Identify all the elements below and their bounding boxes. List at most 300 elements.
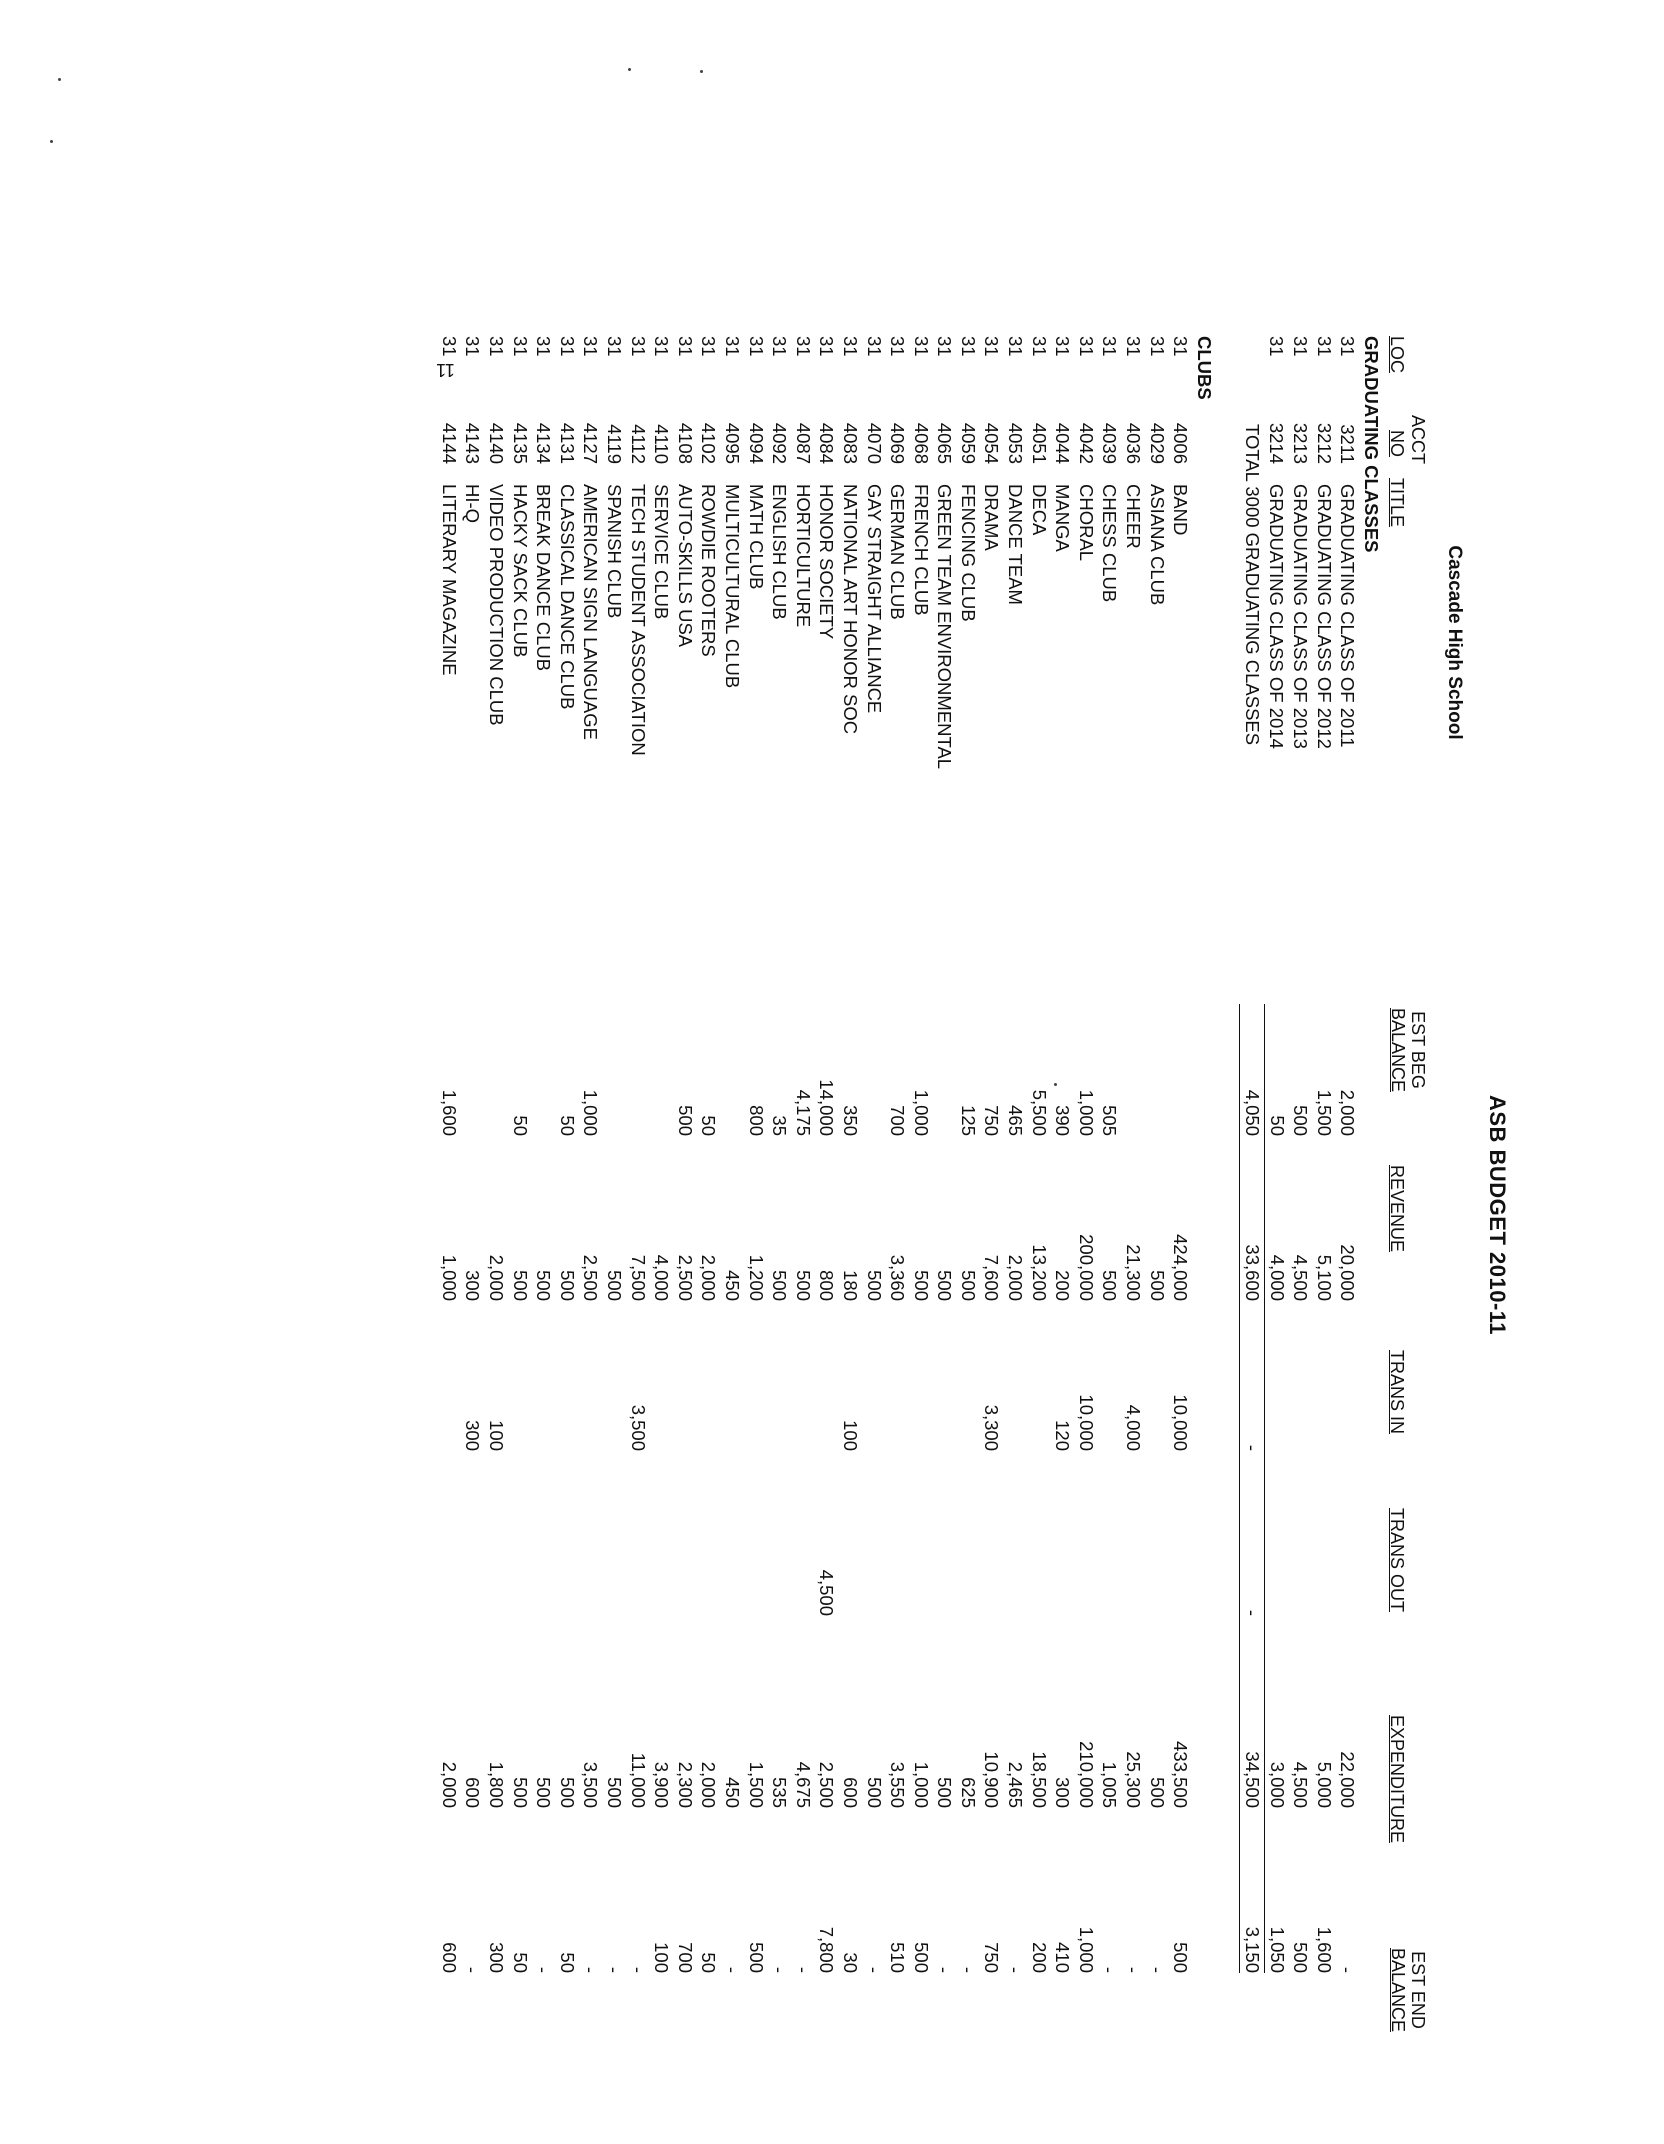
est-end-balance-cell: 30: [839, 1952, 861, 1973]
table-row: [1265, 330, 1289, 1973]
title-cell: GERMAN CLUB: [887, 484, 909, 620]
table-row: [532, 330, 556, 1973]
trans-in-cell: [1289, 1301, 1313, 1451]
header-revenue: REVENUE: [1387, 1165, 1407, 1253]
trans-in-cell: [956, 1301, 980, 1451]
expenditure-cell: 1,000: [910, 1761, 932, 1808]
header-est-end-line1: EST END: [1408, 1951, 1428, 2029]
table-row: [1336, 330, 1360, 1973]
table-row: [1121, 330, 1145, 1973]
acct-no-cell: 4102: [698, 422, 720, 464]
header-est-beg-line1: EST BEG: [1408, 1011, 1428, 1089]
est-beg-balance-cell: 1,000: [910, 1089, 932, 1136]
est-beg-balance-cell: [1145, 1004, 1169, 1136]
acct-no-cell: 4065: [934, 422, 956, 464]
trans-in-cell: [909, 1301, 933, 1451]
revenue-cell: 2,500: [674, 1254, 696, 1301]
acct-no-cell: 4144: [438, 422, 460, 464]
table-row: [862, 330, 886, 1973]
loc-cell: 31: [556, 336, 578, 357]
trans-out-cell: [768, 1451, 792, 1616]
title-cell: GAY STRAIGHT ALLIANCE: [863, 484, 885, 714]
header-expenditure: EXPENDITURE: [1387, 1715, 1407, 1844]
acct-no-cell: 4042: [1075, 422, 1097, 464]
acct-no-cell: 4051: [1028, 422, 1050, 464]
total-est-end-balance-cell: 3,150: [1240, 1808, 1265, 1973]
expenditure-cell: 625: [957, 1777, 979, 1808]
table-row: [886, 330, 910, 1973]
revenue-cell: 7,500: [627, 1254, 649, 1301]
header-acct: ACCT: [1408, 415, 1428, 464]
est-end-balance-cell: -: [627, 1966, 649, 1973]
expenditure-cell: 500: [1146, 1777, 1168, 1808]
trans-in-cell: [744, 1301, 768, 1451]
loc-cell: 31: [1099, 336, 1121, 357]
trans-in-cell: 3,300: [981, 1404, 1003, 1451]
title-cell: ASIANA CLUB: [1146, 484, 1168, 606]
title-cell: FRENCH CLUB: [910, 484, 932, 616]
trans-in-cell: [579, 1301, 603, 1451]
table-row: [579, 330, 603, 1973]
loc-cell: 31: [604, 336, 625, 357]
trans-in-cell: [1145, 1301, 1169, 1451]
table-row: [815, 330, 839, 1973]
revenue-cell: 1,200: [745, 1254, 767, 1301]
est-end-balance-cell: 7,800: [816, 1926, 838, 1973]
revenue-cell: 4,000: [1266, 1254, 1288, 1301]
revenue-cell: 4,000: [651, 1254, 673, 1301]
section-label: GRADUATING CLASSES: [1361, 336, 1382, 553]
acct-no-cell: 4069: [887, 422, 909, 464]
trans-out-cell: 4,500: [816, 1569, 838, 1616]
expenditure-cell: 2,000: [698, 1761, 720, 1808]
acct-no-cell: 4143: [462, 422, 484, 464]
revenue-cell: 21,300: [1123, 1244, 1145, 1301]
revenue-cell: 800: [816, 1270, 838, 1301]
trans-in-cell: [650, 1301, 674, 1451]
est-beg-balance-cell: 700: [887, 1105, 909, 1136]
expenditure-cell: 4,675: [792, 1761, 814, 1808]
revenue-cell: 20,000: [1337, 1244, 1359, 1301]
revenue-cell: 450: [721, 1270, 743, 1301]
trans-out-cell: [461, 1451, 485, 1616]
revenue-cell: 5,100: [1313, 1254, 1335, 1301]
title-cell: GREEN TEAM ENVIRONMENTAL: [934, 484, 956, 770]
est-end-balance-cell: -: [580, 1966, 602, 1973]
est-beg-balance-cell: 750: [981, 1105, 1003, 1136]
table-row: [602, 330, 626, 1973]
est-end-balance-cell: 700: [674, 1942, 696, 1973]
trans-in-cell: [862, 1301, 886, 1451]
title-cell: AUTO-SKILLS USA: [674, 484, 696, 648]
est-end-balance-cell: 510: [887, 1942, 909, 1973]
trans-out-cell: [555, 1451, 579, 1616]
est-beg-balance-cell: 50: [1266, 1115, 1288, 1136]
expenditure-cell: 500: [556, 1777, 578, 1808]
loc-cell: 31: [910, 336, 932, 357]
title-cell: FENCING CLUB: [957, 484, 979, 622]
expenditure-cell: 22,000: [1337, 1751, 1359, 1808]
trans-out-cell: [650, 1451, 674, 1616]
loc-cell: 31: [1028, 336, 1050, 357]
title-cell: HI-Q: [462, 484, 484, 524]
est-beg-balance-cell: [1169, 1004, 1193, 1136]
est-beg-balance-cell: [933, 1004, 957, 1136]
trans-in-cell: [1312, 1301, 1336, 1451]
table-row: [461, 330, 485, 1973]
section-graduating: [1359, 330, 1383, 1973]
acct-no-cell: 3211: [1337, 424, 1359, 464]
loc-cell: 31: [462, 336, 484, 357]
title-cell: SPANISH CLUB: [604, 484, 625, 619]
loc-cell: 31: [1266, 336, 1288, 357]
revenue-cell: 500: [769, 1270, 791, 1301]
expenditure-cell: 3,550: [887, 1761, 909, 1808]
expenditure-cell: 1,800: [486, 1761, 508, 1808]
acct-no-cell: 4029: [1146, 422, 1168, 464]
title-cell: GRADUATING CLASS OF 2012: [1313, 484, 1335, 749]
est-beg-balance-cell: [461, 1004, 485, 1136]
loc-cell: 31: [533, 336, 555, 357]
est-beg-balance-cell: 500: [674, 1105, 696, 1136]
table-row: [1074, 330, 1098, 1973]
est-beg-balance-cell: 1,600: [438, 1089, 460, 1136]
est-beg-balance-cell: [1121, 1004, 1145, 1136]
expenditure-cell: 18,500: [1028, 1751, 1050, 1808]
est-beg-balance-cell: 2,000: [1337, 1089, 1359, 1136]
acct-no-cell: 4119: [604, 424, 625, 464]
trans-in-cell: [1336, 1301, 1360, 1451]
trans-out-cell: [1098, 1451, 1122, 1616]
loc-cell: 31: [486, 336, 508, 357]
header-title: TITLE: [1387, 478, 1407, 528]
expenditure-cell: 2,000: [438, 1761, 460, 1808]
trans-in-cell: [933, 1301, 957, 1451]
title-cell: BREAK DANCE CLUB: [533, 484, 555, 672]
title-cell: ROWDIE ROOTERS: [698, 484, 720, 657]
trans-out-cell: [838, 1451, 862, 1616]
est-beg-balance-cell: 800: [745, 1105, 767, 1136]
expenditure-cell: 500: [509, 1777, 531, 1808]
est-end-balance-cell: 500: [745, 1942, 767, 1973]
trans-out-cell: [437, 1451, 461, 1616]
acct-no-cell: 4092: [769, 422, 791, 464]
acct-no-cell: 4036: [1123, 422, 1145, 464]
est-beg-balance-cell: [532, 1004, 556, 1136]
revenue-cell: 200,000: [1075, 1234, 1097, 1301]
scan-speck: [700, 70, 703, 73]
acct-no-cell: 4087: [792, 422, 814, 464]
header-est-beg: [1388, 990, 1428, 1110]
acct-no-cell: 4044: [1052, 422, 1074, 464]
table-row: [838, 330, 862, 1973]
title-cell: ENGLISH CLUB: [769, 484, 791, 620]
title-cell: GRADUATING CLASS OF 2013: [1290, 484, 1312, 749]
scan-speck: [58, 78, 61, 81]
total-row: [1240, 330, 1265, 1973]
scan-speck: [50, 140, 53, 143]
trans-out-cell: [1004, 1451, 1028, 1616]
loc-cell: 31: [1170, 336, 1192, 357]
trans-out-cell: [579, 1451, 603, 1616]
trans-out-cell: [1074, 1451, 1098, 1616]
expenditure-cell: 2,465: [1005, 1761, 1027, 1808]
loc-cell: 31: [863, 336, 885, 357]
expenditure-cell: 500: [533, 1777, 555, 1808]
est-beg-balance-cell: [650, 1004, 674, 1136]
expenditure-cell: 535: [769, 1777, 791, 1808]
title-cell: LITERARY MAGAZINE: [438, 484, 460, 676]
table-row: [484, 330, 508, 1973]
title-cell: NATIONAL ART HONOR SOC: [839, 484, 861, 735]
title-cell: AMERICAN SIGN LANGUAGE: [580, 484, 602, 740]
revenue-cell: 2,500: [580, 1254, 602, 1301]
acct-no-cell: 4108: [674, 422, 696, 464]
loc-cell: 31: [1052, 336, 1074, 357]
est-end-balance-cell: -: [1099, 1966, 1121, 1973]
est-end-balance-cell: -: [1337, 1966, 1359, 1973]
header-loc: LOC: [1387, 336, 1407, 374]
expenditure-cell: 1,500: [745, 1761, 767, 1808]
revenue-cell: 500: [792, 1270, 814, 1301]
est-beg-balance-cell: 14,000: [816, 1079, 838, 1136]
loc-cell: 31: [981, 336, 1003, 357]
trans-out-cell: [1121, 1451, 1145, 1616]
document-title: ASB BUDGET 2010-11: [1485, 1094, 1510, 1336]
title-cell: CHESS CLUB: [1099, 484, 1121, 603]
row-spacer: [1216, 330, 1240, 1973]
loc-cell: 31: [651, 336, 673, 357]
est-end-balance-cell: 600: [438, 1942, 460, 1973]
table-row: [744, 330, 768, 1973]
est-end-balance-cell: 750: [981, 1942, 1003, 1973]
trans-out-cell: [602, 1451, 626, 1616]
table-row: [1098, 330, 1122, 1973]
title-cell: TECH STUDENT ASSOCIATION: [627, 484, 649, 756]
expenditure-cell: 2,300: [674, 1761, 696, 1808]
trans-in-cell: [697, 1301, 721, 1451]
est-beg-balance-cell: 5,500: [1028, 1089, 1050, 1136]
revenue-cell: 500: [934, 1270, 956, 1301]
loc-cell: 31: [698, 336, 720, 357]
title-cell: MATH CLUB: [745, 484, 767, 590]
est-end-balance-cell: 500: [1170, 1942, 1192, 1973]
title-cell: HORTICULTURE: [792, 484, 814, 628]
loc-cell: 31: [1123, 336, 1145, 357]
loc-cell: 31: [792, 336, 814, 357]
est-end-balance-cell: 200: [1028, 1942, 1050, 1973]
est-end-balance-cell: -: [604, 1966, 625, 1973]
trans-out-cell: [626, 1451, 650, 1616]
est-end-balance-cell: 410: [1052, 1942, 1074, 1973]
est-beg-balance-cell: 390: [1052, 1105, 1074, 1136]
expenditure-cell: 210,000: [1075, 1741, 1097, 1808]
acct-no-cell: 4068: [910, 422, 932, 464]
acct-no-cell: 4095: [721, 422, 743, 464]
loc-cell: 31: [816, 336, 838, 357]
school-name: Cascade High School: [1444, 545, 1465, 740]
loc-cell: 31: [839, 336, 861, 357]
revenue-cell: 500: [556, 1270, 578, 1301]
trans-out-cell: [1051, 1451, 1075, 1616]
acct-no-cell: 4054: [981, 422, 1003, 464]
header-no: NO: [1387, 430, 1407, 457]
acct-no-cell: 4084: [816, 422, 838, 464]
expenditure-cell: 11,000: [627, 1752, 649, 1808]
est-beg-balance-cell: 50: [509, 1115, 531, 1136]
trans-out-cell: [1289, 1451, 1313, 1616]
trans-out-cell: [532, 1451, 556, 1616]
acct-no-cell: 3213: [1290, 422, 1312, 464]
est-end-balance-cell: -: [721, 1966, 743, 1973]
total-expenditure-cell: 34,500: [1240, 1616, 1265, 1808]
est-end-balance-cell: 1,000: [1075, 1926, 1097, 1973]
revenue-cell: 500: [533, 1270, 555, 1301]
est-beg-balance-cell: 35: [769, 1115, 791, 1136]
revenue-cell: 4,500: [1290, 1254, 1312, 1301]
expenditure-cell: 300: [1052, 1777, 1074, 1808]
revenue-cell: 500: [1146, 1270, 1168, 1301]
loc-cell: 31: [438, 336, 460, 357]
est-beg-balance-cell: 125: [957, 1105, 979, 1136]
revenue-cell: 1,000: [438, 1254, 460, 1301]
trans-out-cell: [1265, 1451, 1289, 1616]
table-row: [555, 330, 579, 1973]
table-row: [1145, 330, 1169, 1973]
table-row: [437, 330, 461, 1973]
revenue-cell: 500: [509, 1270, 531, 1301]
est-beg-balance-cell: [720, 1004, 744, 1136]
title-cell: GRADUATING CLASS OF 2014: [1266, 484, 1288, 749]
est-end-balance-cell: 1,050: [1266, 1926, 1288, 1973]
trans-out-cell: [720, 1451, 744, 1616]
est-end-balance-cell: -: [1005, 1966, 1027, 1973]
expenditure-cell: 3,500: [580, 1761, 602, 1808]
loc-cell: 31: [1005, 336, 1027, 357]
acct-no-cell: 4053: [1005, 422, 1027, 464]
table-row: [1169, 330, 1193, 1973]
title-cell: GRADUATING CLASS OF 2011: [1337, 484, 1359, 748]
revenue-cell: 200: [1052, 1270, 1074, 1301]
revenue-cell: 2,000: [698, 1254, 720, 1301]
loc-cell: 31: [627, 336, 649, 357]
acct-no-cell: 4070: [863, 422, 885, 464]
title-cell: MANGA: [1052, 484, 1074, 552]
title-cell: DECA: [1028, 484, 1050, 536]
acct-no-cell: 4059: [957, 422, 979, 464]
est-end-balance-cell: -: [934, 1966, 956, 1973]
revenue-cell: 500: [863, 1270, 885, 1301]
loc-cell: 31: [1290, 336, 1312, 357]
revenue-cell: 424,000: [1170, 1234, 1192, 1301]
est-end-balance-cell: -: [957, 1966, 979, 1973]
title-cell: BAND: [1170, 484, 1192, 536]
section-clubs: [1192, 330, 1216, 1973]
table-row: [697, 330, 721, 1973]
loc-cell: 31: [1337, 336, 1359, 357]
table-row: [650, 330, 674, 1973]
revenue-cell: 500: [1099, 1270, 1121, 1301]
loc-cell: 31: [721, 336, 743, 357]
est-beg-balance-cell: 465: [1005, 1105, 1027, 1136]
budget-page: [230, 330, 1520, 2100]
est-end-balance-cell: -: [769, 1966, 791, 1973]
budget-table: [437, 330, 1383, 1973]
loc-cell: 31: [1075, 336, 1097, 357]
table-row: [933, 330, 957, 1973]
revenue-cell: 2,000: [1005, 1254, 1027, 1301]
total-trans-out-cell: -: [1240, 1451, 1265, 1616]
expenditure-cell: 10,900: [981, 1751, 1003, 1808]
acct-no-cell: 4131: [556, 422, 578, 464]
table-row: [508, 330, 532, 1973]
trans-out-cell: [484, 1451, 508, 1616]
trans-out-cell: [886, 1451, 910, 1616]
header-est-beg-line2: BALANCE: [1388, 1007, 1408, 1093]
budget-table-body: [437, 330, 1383, 1973]
table-row: [909, 330, 933, 1973]
trans-in-cell: [720, 1301, 744, 1451]
est-end-balance-cell: 500: [910, 1942, 932, 1973]
est-beg-balance-cell: 505: [1099, 1105, 1121, 1136]
header-est-end: [1388, 1935, 1428, 2045]
trans-in-cell: 100: [486, 1420, 508, 1451]
trans-out-cell: [933, 1451, 957, 1616]
trans-in-cell: [791, 1301, 815, 1451]
table-row: [1051, 330, 1075, 1973]
title-cell: HACKY SACK CLUB: [509, 484, 531, 658]
est-beg-balance-cell: 350: [839, 1105, 861, 1136]
trans-in-cell: 4,000: [1123, 1404, 1145, 1451]
trans-in-cell: [1098, 1301, 1122, 1451]
total-title-cell: TOTAL 3000 GRADUATING CLASSES: [1242, 424, 1264, 746]
est-end-balance-cell: 50: [509, 1952, 531, 1973]
scan-speck: [1054, 1083, 1057, 1086]
expenditure-cell: 600: [462, 1777, 484, 1808]
expenditure-cell: 450: [721, 1777, 743, 1808]
title-cell: CHORAL: [1075, 484, 1097, 562]
header-trans-in: TRANS IN: [1387, 1350, 1407, 1435]
revenue-cell: 13,200: [1028, 1244, 1050, 1301]
trans-in-cell: [508, 1301, 532, 1451]
acct-no-cell: 4127: [580, 422, 602, 464]
trans-out-cell: [744, 1451, 768, 1616]
title-cell: MULTICULTURAL CLUB: [721, 484, 743, 689]
revenue-cell: 500: [957, 1270, 979, 1301]
loc-cell: 31: [1146, 336, 1168, 357]
table-row: [980, 330, 1004, 1973]
expenditure-cell: 2,500: [816, 1761, 838, 1808]
est-end-balance-cell: 500: [1290, 1942, 1312, 1973]
trans-out-cell: [862, 1451, 886, 1616]
est-end-balance-cell: -: [1123, 1966, 1145, 1973]
est-end-balance-cell: -: [533, 1966, 555, 1973]
spacer-cell: [1216, 330, 1240, 1973]
est-beg-balance-cell: 50: [698, 1115, 720, 1136]
acct-no-cell: 3212: [1313, 422, 1335, 464]
loc-cell: 31: [509, 336, 531, 357]
expenditure-cell: 500: [863, 1777, 885, 1808]
table-row: [1004, 330, 1028, 1973]
revenue-cell: 180: [839, 1270, 861, 1301]
trans-in-cell: [673, 1301, 697, 1451]
trans-in-cell: [555, 1301, 579, 1451]
trans-out-cell: [909, 1451, 933, 1616]
revenue-cell: 300: [462, 1270, 484, 1301]
acct-no-cell: 4135: [509, 422, 531, 464]
est-end-balance-cell: -: [792, 1966, 814, 1973]
expenditure-cell: 500: [604, 1777, 625, 1808]
